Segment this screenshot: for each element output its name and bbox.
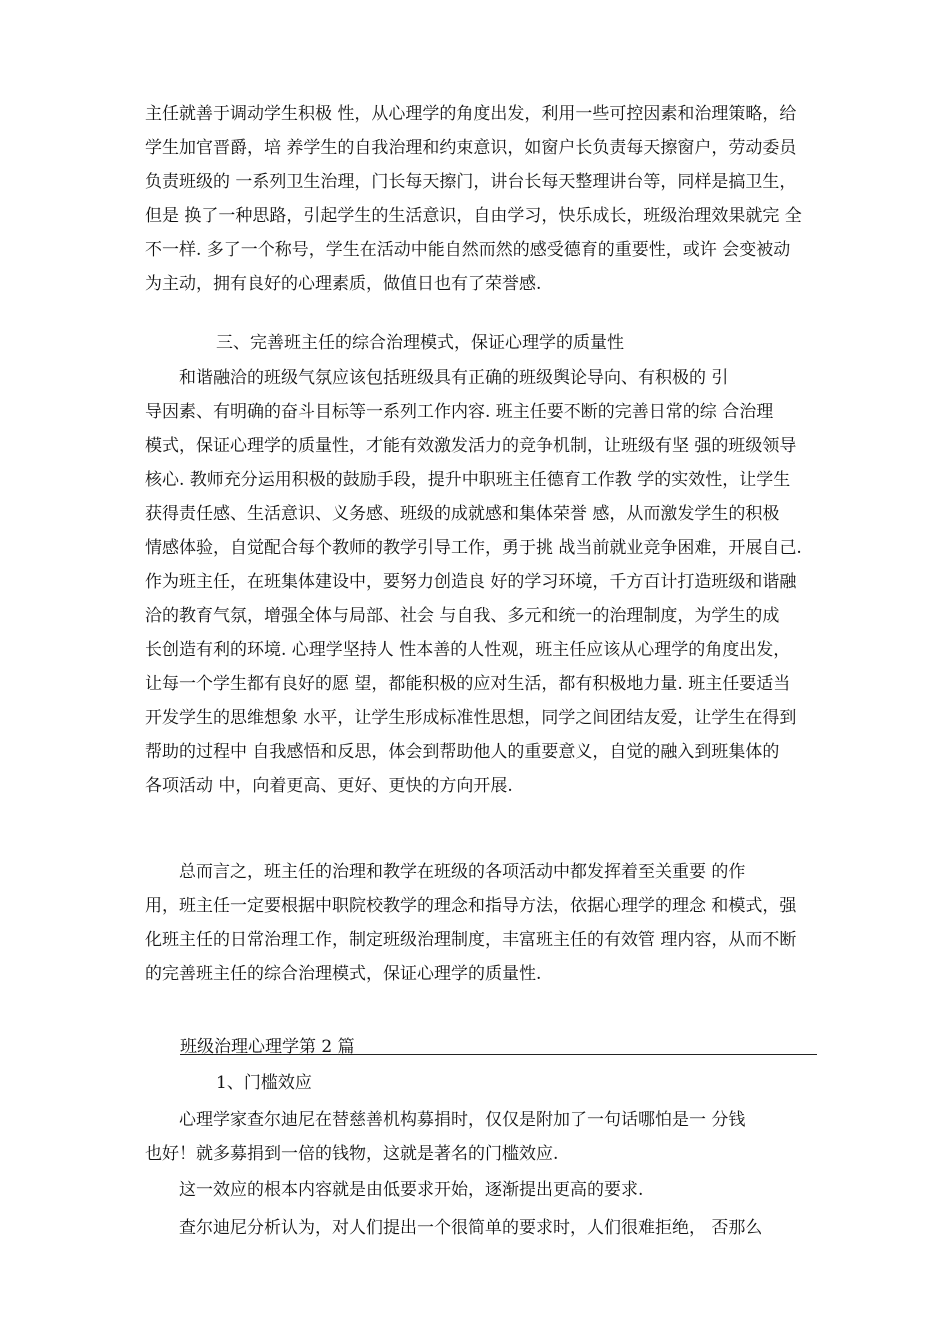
text-line: 负责班级的 一系列卫生治理，门长每天擦门，讲台长每天整理讲台等，同样是搞卫生， [145, 172, 797, 192]
text-line: 查尔迪尼分析认为，对人们提出一个很简单的要求时，人们很难拒绝， 否那么 [145, 1218, 763, 1238]
text-line: 用，班主任一定要根据中职院校教学的理念和指导方法，依据心理学的理念 和模式，强 [145, 896, 797, 916]
text-line: 作为班主任，在班集体建设中，要努力创造良 好的学习环境，千方百计打造班级和谐融 [145, 572, 797, 592]
text-line: 帮助的过程中 自我感悟和反思，体会到帮助他人的重要意义，自觉的融入到班集体的 [145, 742, 780, 762]
title-underline [180, 1054, 817, 1055]
text-line: 的完善班主任的综合治理模式，保证心理学的质量性. [145, 964, 542, 984]
article-title: 班级治理心理学第 2 篇 [180, 1037, 355, 1057]
section-heading-3: 三、完善班主任的综合治理模式，保证心理学的质量性 [216, 333, 624, 353]
text-line: 各项活动 中，向着更高、更好、更快的方向开展. [145, 776, 513, 796]
paragraph-threshold-effect [145, 1103, 817, 1171]
text-line: 这一效应的根本内容就是由低要求开始，逐渐提出更高的要求. [145, 1180, 644, 1200]
text-line: 模式，保证心理学的质量性，才能有效激发活力的竞争机制，让班级有坚 强的班级领导 [145, 436, 797, 456]
text-line: 获得责任感、生活意识、义务感、班级的成就感和集体荣誉 感，从而激发学生的积极 [145, 504, 780, 524]
text-line: 为主动，拥有良好的心理素质，做值日也有了荣誉感. [145, 274, 542, 294]
text-line: 主任就善于调动学生积极 性，从心理学的角度出发，利用一些可控因素和治理策略，给 [145, 104, 797, 124]
text-line: 总而言之，班主任的治理和教学在班级的各项活动中都发挥着至关重要 的作 [145, 862, 746, 882]
paragraph-class-atmosphere [145, 361, 817, 803]
paragraph-effect-content [145, 1173, 817, 1207]
text-line: 和谐融洽的班级气氛应该包括班级具有正确的班级舆论导向、有积极的 引 [145, 368, 729, 388]
paragraph-analysis [145, 1211, 817, 1245]
text-line: 开发学生的思维想象 水平，让学生形成标准性思想，同学之间团结友爱，让学生在得到 [145, 708, 797, 728]
text-line: 长创造有利的环境. 心理学坚持人 性本善的人性观，班主任应该从心理学的角度出发， [145, 640, 791, 660]
paragraph-continuation [145, 97, 817, 301]
text-line: 核心. 教师充分运用积极的鼓励手段，提升中职班主任德育工作教 学的实效性，让学生 [145, 470, 791, 490]
text-line: 心理学家查尔迪尼在替慈善机构募捐时，仅仅是附加了一句话哪怕是一 分钱 [145, 1110, 746, 1130]
text-line: 不一样. 多了一个称号，学生在活动中能自然而然的感受德育的重要性，或许 会变被动 [145, 240, 791, 260]
paragraph-conclusion [145, 855, 817, 991]
text-line: 但是 换了一种思路，引起学生的生活意识，自由学习，快乐成长，班级治理效果就完 全 [145, 206, 802, 226]
text-line: 也好！就多募捐到一倍的钱物，这就是著名的门槛效应. [145, 1144, 559, 1164]
text-line: 化班主任的日常治理工作，制定班级治理制度，丰富班主任的有效管 理内容，从而不断 [145, 930, 797, 950]
text-line: 学生加官晋爵，培 养学生的自我治理和约束意识，如窗户长负责每天擦窗户，劳动委员 [145, 138, 797, 158]
text-line: 导因素、有明确的奋斗目标等一系列工作内容. 班主任要不断的完善日常的综 合治理 [145, 402, 774, 422]
text-line: 洽的教育气氛，增强全体与局部、社会 与自我、多元和统一的治理制度，为学生的成 [145, 606, 780, 626]
section-heading-1: 1、门槛效应 [216, 1073, 312, 1093]
text-line: 情感体验，自觉配合每个教师的教学引导工作，勇于挑 战当前就业竞争困难，开展自己. [145, 538, 802, 558]
text-line: 让每一个学生都有良好的愿 望，都能积极的应对生活，都有积极地力量. 班主任要适当 [145, 674, 791, 694]
